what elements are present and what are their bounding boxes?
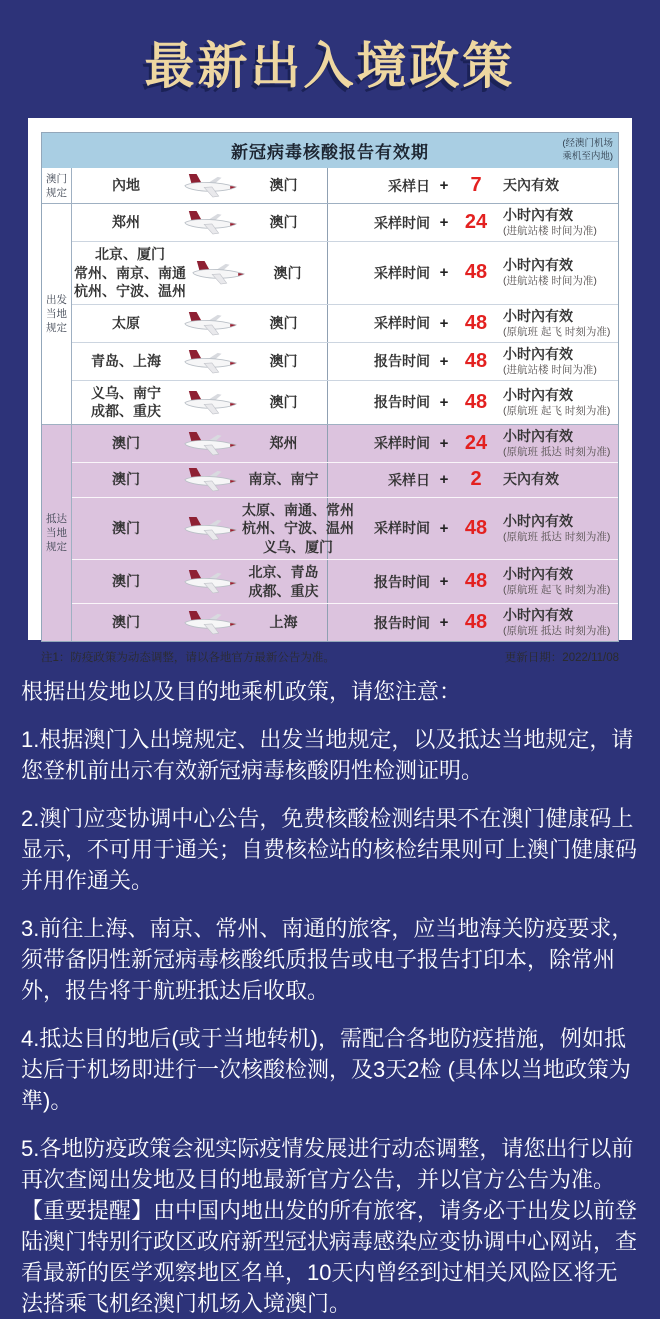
destination-cell	[242, 352, 325, 371]
table-subtitle-line1: (经澳门机场	[562, 138, 613, 149]
plus-sign: +	[439, 393, 449, 411]
airplane-icon	[178, 210, 242, 235]
row-group-label-line: 规定	[46, 321, 67, 334]
table-row	[72, 204, 618, 241]
table-title: 新冠病毒核酸报告有效期	[231, 143, 429, 162]
validity-value: 48	[464, 611, 488, 633]
airplane-icon	[178, 390, 242, 415]
basis-label: 采样时间	[374, 315, 430, 331]
table-row	[72, 603, 618, 641]
notice-paragraph: 4.抵达目的地后(或于当地转机)，需配合各地防疫措施，例如抵达后于机场即进行一次核酸检测，及3天2检 (具体以当地政策为準)。	[21, 1026, 631, 1113]
destination-cell	[242, 393, 325, 412]
origin-line: 內地	[112, 177, 140, 194]
route-cell	[72, 560, 328, 603]
plus-sign: +	[439, 519, 449, 537]
validity-value: 2	[470, 468, 482, 490]
destination-line: 澳门	[269, 214, 298, 231]
basis-label: 采样时间	[374, 435, 430, 451]
airplane-icon	[178, 311, 242, 336]
row-group	[42, 203, 618, 424]
table-row	[72, 168, 618, 203]
route-cell	[72, 305, 328, 342]
plus-sign: +	[439, 177, 449, 194]
validity-unit: 小时內有效	[503, 566, 573, 582]
validity-cell	[328, 425, 618, 462]
plus-sign: +	[439, 352, 449, 370]
basis-label: 采样日	[388, 471, 430, 488]
basis-label: 采样时间	[374, 520, 430, 537]
validity-cell	[328, 343, 618, 380]
origin-line: 郑州	[112, 214, 140, 231]
origin-line: 常州、南京、南通	[74, 264, 186, 281]
origin-cell	[74, 245, 186, 301]
table-row	[72, 304, 618, 342]
validity-note: (原航班 起飞 时刻为准)	[503, 584, 611, 596]
row-group-label-line: 出发	[46, 293, 67, 306]
origin-line: 澳门	[112, 573, 140, 590]
basis-label: 采样时间	[374, 214, 430, 231]
validity-value: 48	[464, 570, 488, 592]
validity-cell	[328, 305, 618, 342]
validity-table	[41, 132, 619, 642]
origin-cell	[74, 519, 178, 538]
validity-cell	[328, 604, 618, 641]
validity-cell	[328, 463, 618, 497]
route-cell	[72, 463, 328, 497]
validity-unit: 小时內有效	[503, 345, 573, 362]
origin-cell	[74, 613, 178, 632]
destination-line: 成都、重庆	[248, 582, 319, 599]
validity-value: 48	[464, 349, 488, 372]
destination-line: 太原、南通、常州	[242, 501, 354, 518]
origin-cell	[74, 213, 178, 232]
origin-line: 澳门	[112, 614, 140, 631]
validity-note: (原航班 抵达 时刻为准)	[503, 625, 611, 637]
destination-cell	[242, 314, 325, 333]
basis-label: 报告时间	[374, 353, 430, 369]
table-row	[72, 241, 618, 304]
validity-unit: 小时內有效	[503, 512, 573, 529]
validity-cell	[328, 168, 618, 203]
policy-table-card	[28, 118, 632, 664]
table-row	[72, 497, 618, 560]
origin-line: 青岛、上海	[91, 352, 161, 369]
destination-cell	[242, 470, 325, 489]
row-group-label-line: 澳门	[46, 172, 67, 185]
airplane-icon	[178, 431, 242, 456]
table-row	[72, 380, 618, 424]
destination-line: 郑州	[269, 434, 298, 451]
row-group-label	[42, 168, 72, 203]
table-footnote-row	[41, 642, 619, 665]
plus-sign: +	[439, 471, 449, 488]
origin-line: 澳门	[112, 434, 140, 451]
destination-line: 澳门	[269, 393, 298, 410]
validity-unit-block	[494, 566, 618, 597]
table-body	[42, 168, 618, 641]
row-group-label-line: 抵达	[46, 512, 67, 525]
airplane-icon	[178, 569, 242, 594]
validity-unit-block	[494, 207, 618, 238]
validity-note: (原航班 抵达 时刻为准)	[503, 530, 611, 543]
row-group-label-line: 当地	[46, 307, 67, 320]
notice-paragraph: 2.澳门应变协调中心公告，免费核酸检测结果不在澳门健康码上显示，不可用于通关；自费核检站的核检结果则可上澳门健康码并用作通关。	[21, 806, 638, 893]
validity-unit-block	[494, 428, 618, 459]
origin-line: 成都、重庆	[91, 403, 161, 419]
destination-line: 北京、青岛	[248, 564, 319, 580]
validity-unit: 小时內有效	[503, 386, 573, 403]
page-title: 最新出入境政策	[144, 38, 516, 94]
validity-cell	[328, 498, 618, 560]
origin-cell	[74, 352, 178, 371]
validity-unit-block	[494, 177, 618, 194]
origin-line: 太原	[112, 314, 140, 331]
validity-unit: 小时內有效	[503, 307, 573, 324]
validity-unit-block	[494, 471, 618, 488]
destination-line: 澳门	[269, 314, 298, 331]
origin-cell	[74, 434, 178, 453]
table-subtitle-line2: 乘机至内地)	[562, 151, 613, 162]
destination-cell	[250, 264, 325, 283]
table-subtitle	[562, 137, 613, 163]
basis-label: 报告时间	[374, 573, 430, 590]
hero-banner	[0, 0, 660, 98]
origin-line: 北京、厦门	[95, 246, 165, 262]
notice-section	[21, 676, 639, 1319]
row-group-label	[42, 204, 72, 424]
destination-line: 义乌、厦门	[263, 538, 333, 555]
table-row	[72, 342, 618, 380]
route-cell	[72, 168, 328, 203]
notice-paragraph: 根据出发地以及目的地乘机政策，请您注意：	[21, 679, 462, 704]
origin-line: 澳门	[112, 520, 140, 536]
validity-unit: 小时內有效	[503, 207, 573, 223]
validity-cell	[328, 242, 618, 304]
validity-unit: 天內有效	[503, 471, 559, 487]
route-cell	[72, 381, 328, 424]
airplane-icon	[178, 516, 242, 541]
validity-unit-block	[494, 607, 618, 638]
plus-sign: +	[439, 573, 449, 590]
origin-line: 澳门	[112, 471, 140, 488]
origin-cell	[74, 176, 178, 195]
notice-paragraph: 3.前往上海、南京、常州、南通的旅客，应当地海关防疫要求，须带备阴性新冠病毒核酸纸质报告或电子报告打印本，除常州外，报告将于航班抵达后收取。	[21, 916, 634, 1003]
basis-label: 报告时间	[374, 394, 430, 410]
plus-sign: +	[439, 314, 449, 332]
origin-line: 义乌、南宁	[91, 384, 161, 401]
table-row	[72, 559, 618, 603]
route-cell	[72, 204, 328, 241]
plus-sign: +	[439, 614, 449, 631]
notice-paragraph: 【重要提醒】由中国内地出发的所有旅客，请务必于出发以前登陆澳门特别行政区政府新型冠状病毒感染应变协调中心网站，查看最新的医学观察地区名单，10天内曾经到过相关风险区将无法搭乘飞机经澳门机场入境澳门。	[21, 1198, 638, 1316]
destination-cell	[242, 213, 325, 232]
validity-value: 7	[470, 174, 482, 196]
validity-unit: 小时內有效	[503, 427, 573, 444]
notice-paragraph: 5.各地防疫政策会视实际疫情发展进行动态调整，请您出行以前再次查阅出发地及目的地最新官方公告，并以官方公告为准。	[21, 1136, 634, 1192]
validity-unit: 天內有效	[503, 177, 559, 193]
validity-value: 48	[464, 390, 488, 413]
validity-note: (原航班 起飞 时刻为准)	[503, 325, 611, 338]
basis-label: 采样时间	[374, 264, 430, 281]
validity-unit-block	[494, 513, 618, 544]
plus-sign: +	[439, 214, 449, 231]
validity-note: (进航站楼 时间为准)	[503, 225, 597, 237]
row-group	[42, 424, 618, 642]
validity-cell	[328, 381, 618, 424]
basis-label: 报告时间	[374, 614, 430, 631]
row-group-rows	[72, 204, 618, 424]
airplane-icon	[178, 610, 242, 635]
row-group-label-line: 当地	[46, 526, 67, 539]
basis-label: 采样日	[388, 177, 430, 194]
validity-unit-block	[494, 387, 618, 418]
table-footnote: 注1：防疫政策为动态调整，请以各地官方最新公告为准。	[41, 652, 335, 664]
origin-cell	[74, 384, 178, 421]
plus-sign: +	[439, 434, 449, 452]
destination-cell	[242, 613, 325, 632]
table-row	[72, 462, 618, 497]
airplane-icon	[178, 173, 242, 198]
row-group-label	[42, 425, 72, 642]
route-cell	[72, 604, 328, 641]
validity-unit: 小时內有效	[503, 257, 573, 274]
validity-unit: 小时內有效	[503, 607, 573, 623]
validity-cell	[328, 204, 618, 241]
destination-cell	[242, 176, 325, 195]
route-cell	[72, 498, 354, 560]
notice-paragraph: 1.根据澳门入出境规定、出发当地规定，以及抵达当地规定，请您登机前出示有效新冠病毒核酸阴性检测证明。	[21, 727, 634, 783]
validity-note: (进航站楼 时间为准)	[503, 275, 597, 288]
destination-line: 杭州、宁波、温州	[242, 520, 354, 536]
route-cell	[72, 425, 328, 462]
airplane-icon	[186, 260, 250, 285]
row-group-label-line: 规定	[46, 540, 67, 553]
plus-sign: +	[439, 264, 449, 282]
destination-line: 澳门	[273, 264, 302, 281]
airplane-icon	[178, 467, 242, 492]
destination-line: 上海	[269, 614, 298, 631]
destination-line: 南京、南宁	[248, 471, 319, 488]
validity-unit-block	[494, 308, 618, 339]
validity-value: 48	[464, 261, 488, 284]
row-group	[42, 168, 618, 203]
origin-cell	[74, 572, 178, 591]
validity-value: 48	[464, 516, 488, 539]
validity-note: (原航班 起飞 时刻为准)	[503, 404, 611, 417]
table-header	[42, 133, 618, 168]
route-cell	[72, 242, 328, 304]
airplane-icon	[178, 349, 242, 374]
validity-value: 24	[464, 211, 488, 233]
origin-line: 杭州、宁波、温州	[74, 283, 186, 299]
destination-line: 澳门	[269, 177, 298, 194]
destination-cell	[242, 563, 325, 600]
update-date: 更新日期：2022/11/08	[504, 652, 619, 664]
validity-value: 24	[464, 431, 488, 454]
origin-cell	[74, 314, 178, 333]
origin-cell	[74, 470, 178, 489]
validity-value: 48	[464, 311, 488, 334]
table-row	[72, 425, 618, 462]
validity-unit-block	[494, 346, 618, 377]
route-cell	[72, 343, 328, 380]
row-group-label-line: 规定	[46, 186, 67, 199]
validity-note: (进航站楼 时间为准)	[503, 363, 597, 376]
validity-note: (原航班 抵达 时刻为准)	[503, 445, 611, 458]
validity-unit-block	[494, 257, 618, 288]
destination-line: 澳门	[269, 352, 298, 369]
row-group-rows	[72, 168, 618, 203]
destination-cell	[242, 434, 325, 453]
row-group-rows	[72, 425, 618, 642]
validity-cell	[328, 560, 618, 603]
